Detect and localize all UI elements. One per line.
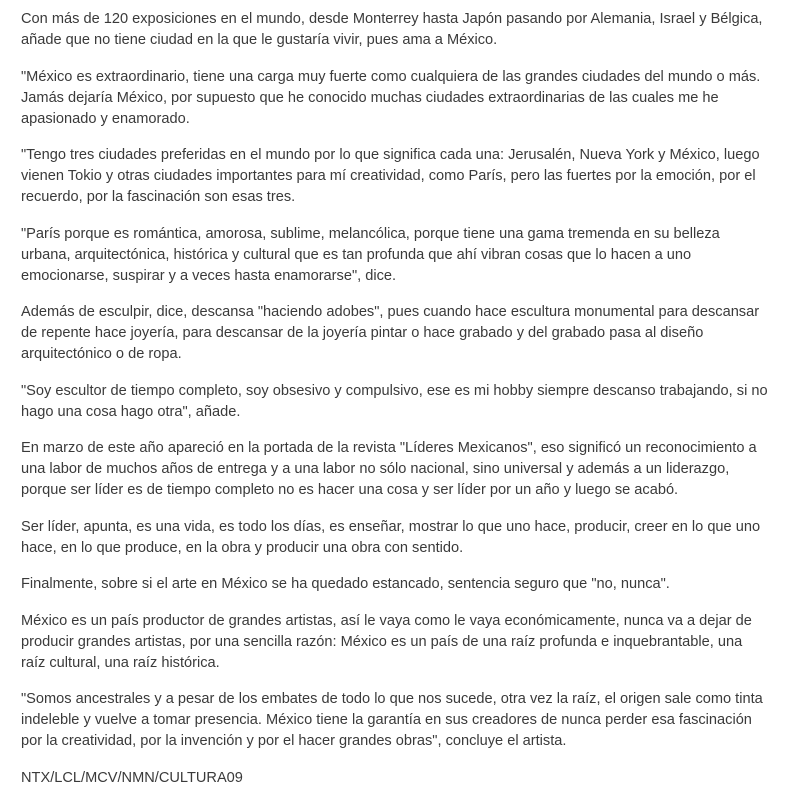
article-paragraph: En marzo de este año apareció en la portada de la revista "Líderes Mexicanos", eso significó un reconocimiento a una labor de muchos años de entrega y a una labor no sólo nacional, sino universal y además a un liderazgo, porque ser líder es de tiempo completo no es hacer una cosa y ser líder por un año y luego se acabó. [21,440,757,498]
article-paragraph: Ser líder, apunta, es una vida, es todo los días, es enseñar, mostrar lo que uno hace, producir, creer en lo que uno hace, en lo que produce, en la obra y producir una obra con sentido. [21,518,761,556]
article-paragraph: Con más de 120 exposiciones en el mundo, desde Monterrey hasta Japón pasando por Alemania, Israel y Bélgica, añade que no tiene ciudad en la que le gustaría vivir, pues ama a México. [21,11,763,48]
article-paragraph: Finalmente, sobre si el arte en México se ha quedado estancado, sentencia seguro que "no, nunca". [21,576,670,592]
article-paragraph: "Tengo tres ciudades preferidas en el mundo por lo que significa cada una: Jerusalén, Nueva York y México, luego vienen Tokio y otras ciudades importantes para mí creatividad, como París, pero las fuertes por la emoción, por el recuerdo, por la fascinación son esas tres. [21,147,760,205]
article-paragraph: "Somos ancestrales y a pesar de los embates de todo lo que nos sucede, otra vez la raíz, el origen sale como tinta indeleble y vuelve a tomar presencia. México tiene la garantía en sus creadores de nunca perder esa fascinación por la creatividad, por la invención y por el hacer grandes obras", concluye el artista. [21,691,763,749]
article-paragraph: México es un país productor de grandes artistas, así le vaya como le vaya económicamente, nunca va a dejar de producir grandes artistas, por una sencilla razón: México es un país de una raíz profunda e inquebrantable, una raíz cultural, una raíz histórica. [21,612,752,671]
article-paragraph: "Soy escultor de tiempo completo, soy obsesivo y compulsivo, ese es mi hobby siempre descanso trabajando, si no hago una cosa hago otra", añade. [21,382,768,420]
article-signature: NTX/LCL/MCV/NMN/CULTURA09 [21,769,243,786]
article-paragraph: Además de esculpir, dice, descansa "haciendo adobes", pues cuando hace escultura monumental para descansar de repente hace joyería, para descansar de la joyería pintar o hace grabado y del grabado pasa al diseño arquitectónico o de ropa. [21,304,760,362]
article-paragraph: "México es extraordinario, tiene una carga muy fuerte como cualquiera de las grandes ciudades del mundo o más. Jamás dejaría México, por supuesto que he conocido muchas ciudades extraordinarias de las cuales me he apasionado y enamorado. [21,68,761,127]
article-paragraph: "París porque es romántica, amorosa, sublime, melancólica, porque tiene una gama tremenda en su belleza urbana, arquitectónica, histórica y cultural que es tan profunda que ahí vibran cosas que lo hacen a uno emocionarse, suspirar y a veces hasta enamorarse", dice. [21,225,720,284]
